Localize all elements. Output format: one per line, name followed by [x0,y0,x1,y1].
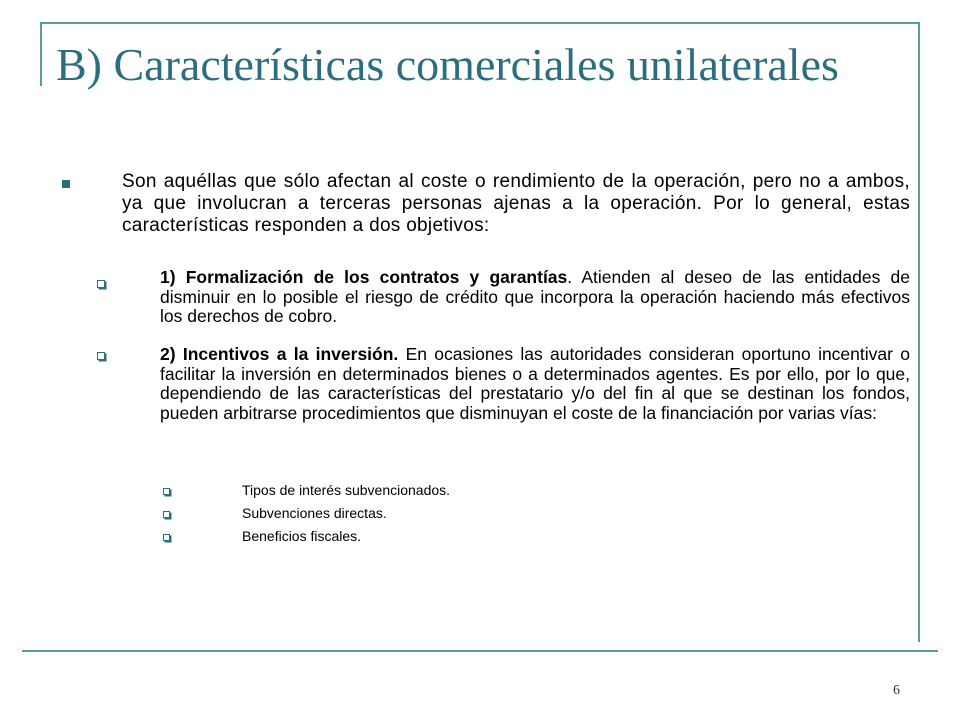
checkbox-bullet-icon [97,280,105,288]
sub-item-2: Subvenciones directas. [242,505,387,521]
checkbox-bullet-icon [163,488,170,495]
frame-bottom-line [22,650,938,652]
checkbox-bullet-icon [163,534,170,541]
checkbox-bullet-icon [163,511,170,518]
frame-left-line [40,22,42,86]
objective-item-1 [160,268,910,327]
objective-2-text: En ocasiones las autoridades consideran oportuno incentivar o facilitar la inversión en determinados bienes o a determinados agentes. Es por ello, por lo que, dependiendo de las características del prestatario y/o del fin al que se destinan los fondos, pueden arbitrarse procedimientos que disminuyan el coste de la financiación por varias vías: [160,344,910,423]
slide-title: B) Características comerciales unilaterales [56,39,839,90]
sub-item-3: Beneficios fiscales. [242,528,362,544]
square-bullet-icon [62,180,70,188]
objective-1-text: . Atienden al deseo de las entidades de disminuir en lo posible el riesgo de crédito que incorpora la operación haciendo más efectivos los derechos de cobro. [160,267,911,326]
sub-item-1: Tipos de interés subvencionados. [242,482,451,498]
intro-paragraph: Son aquéllas que sólo afectan al coste o rendimiento de la operación, pero no a ambos, ya que involucran a terceras personas ajenas a la operación. Por lo general, estas características responden a dos objetivos: [122,171,910,236]
objective-2-heading: 2) Incentivos a la inversión. [160,344,399,364]
frame-right-line [918,22,920,642]
objective-item-2 [160,345,910,423]
objective-1-heading: 1) Formalización de los contratos y garantías [160,267,568,287]
checkbox-bullet-icon [97,352,105,360]
frame-top-line [40,22,920,24]
page-number: 6 [893,683,900,698]
